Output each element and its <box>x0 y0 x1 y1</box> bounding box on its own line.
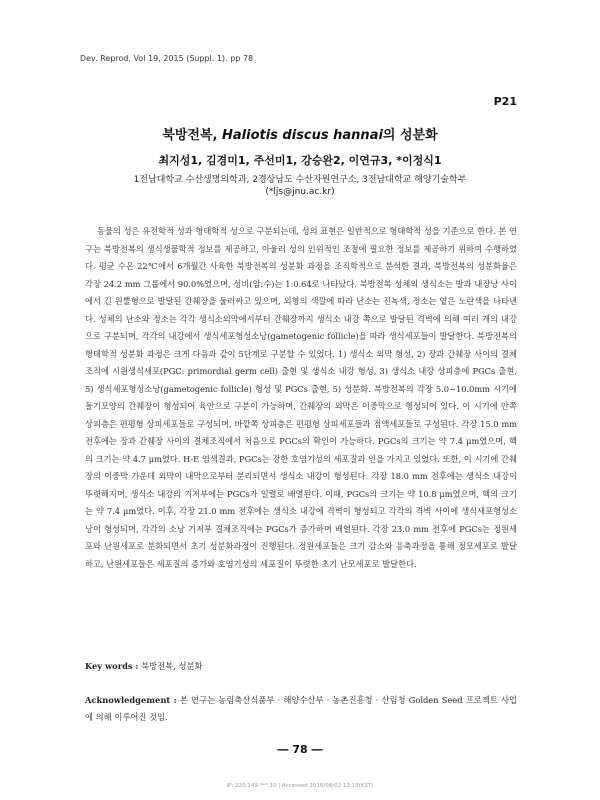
abstract-code: P21 <box>493 95 517 108</box>
access-footer: IP: 220.149.***.10 | Accessed 2018/08/02 13:19(KST) <box>226 783 374 789</box>
acknowledgement <box>85 692 517 726</box>
affiliations: 1전남대학교 수산생명의학과, 2경상남도 수산자원연구소, 3전남대학교 해양기술학부 <box>133 175 467 185</box>
title-suffix: 의 성분화 <box>382 128 438 143</box>
acknowledgement-text: 본 연구는 농림축산식품부 · 해양수산부 · 농촌진흥청 · 산림청 Golden Seed 프로젝트 사업에 의해 이루어진 것임. <box>85 695 517 722</box>
keywords-label: Key words : <box>85 661 139 671</box>
keywords-value: 북방전복, 성분화 <box>141 661 203 671</box>
keywords <box>85 660 517 672</box>
author-list: 최지성1, 김경미1, 주선미1, 강승완2, 이연규3, *이정식1 <box>158 154 442 167</box>
title-species: Haliotis discus hannai <box>222 128 383 143</box>
title-prefix: 북방전복, <box>162 128 222 143</box>
corresponding-email: (*ljs@jnu.ac.kr) <box>265 187 335 197</box>
paper-title <box>0 124 600 143</box>
running-header: Dev. Reprod. Vol 19, 2015 (Suppl. 1). pp 78 <box>80 54 254 63</box>
acknowledgement-label: Acknowledgement : <box>85 695 177 705</box>
page-number: ― 78 ― <box>277 743 323 756</box>
abstract-body <box>85 223 517 573</box>
abstract-paragraph: 동물의 성은 유전학적 성과 형태학적 성으로 구분되는데, 성의 표현은 일반적으로 형태학적 성을 기준으로 한다. 본 연구는 북방전복의 생식생물학적 정보를 제공하고, 아울러 성의 인위적인 조절에 필요한 정보를 제공하기 위하여 수행하였다. 평균 수온 22℃에서 6개월간 사육한 북방전복의 성분화 과정을 조직학적으로 분석한 결과, 북방전복의 성분화율은 각장 24.2 mm 그룹에서 90.0%였으며, 성비(암:수)는 1:0.64로 나타났다. 북방전복 성체의 생식소는 발과 내장낭 사이에서 긴 원뿔형으로 발달된 간췌장을 둘러싸고 있으며, 외형의 색깔에 따라 난소는 진녹색, 정소는 옅은 노란색을 나타낸다. 성체의 난소와 정소는 각각 생식소외막에서부터 간췌장까지 생식소 내강 쪽으로 발달된 격벽에 의해 여러 개의 내강으로 구분되며, 각각의 내강에서 생식세포형성소낭(gametogenic follicle)을 따라 생식세포들이 발달한다. 북방전복의 형태학적 성분화 과정은 크게 다음과 같이 5단계로 구분할 수 있었다. 1) 생식소 외막 형성, 2) 장과 간췌장 사이의 결체조직에 시원생식세포(PGC: primordial germ cell) 출현 및 생식소 내강 형성, 3) 생식소 내강 상피층에 PGCs 출현, 5) 생식세포형성소낭(gametogenic follicle) 형성 및 PGCs 출현, 5) 성분화. 북방전복의 각장 5.0~10.0mm 시기에 돌기모양의 간췌장이 형성되어 육안으로 구분이 가능하며, 간췌장의 외막은 이중막으로 형성되어 있다. 이 시기에 안쪽 상피층은 편평형 상피세포들로 구성되며, 바깥쪽 상피층은 편평형 상피세포들과 점액세포들로 구성된다. 각장 15.0 mm 전후에는 장과 간췌장 사이의 결체조직에서 처음으로 PGCs의 확인이 가능하다. PGCs의 크기는 약 7.4 μm였으며, 핵의 크기는 약 4.7 μm였다. H-E 염색결과, PGCs는 강한 호염기성의 세포질과 인을 가지고 있었다. 또한, 이 시기에 간췌장의 이중막 가운데 외막이 내막으로부터 분리되면서 생식소 내강이 형성된다. 각장 18.0 mm 전후에는 생식소 내강이 뚜렷해지며, 생식소 내강의 기저부에는 PGCs가 일렬로 배열된다. 이때, PGCs의 크기는 약 10.8 μm였으며, 핵의 크기는 약 7.4 μm였다. 이후, 각장 21.0 mm 전후에는 생식소 내강에 격벽이 형성되고 각각의 격벽 사이에 생식세포형성소낭이 형성되며, 각각의 소낭 기저부 결체조직에는 PGCs가 증가하며 배열된다. 각장 23.0 mm 전후에 PGCs는 정원세포와 난원세포로 분화되면서 초기 성분화과정이 진행된다. 정원세포들은 크기 감소와 응축과정을 통해 정모세포로 발달하고, 난원세포들은 세포질의 증가와 호염기성의 세포질이 뚜렷한 초기 난모세포로 발달한다. <box>85 226 517 569</box>
